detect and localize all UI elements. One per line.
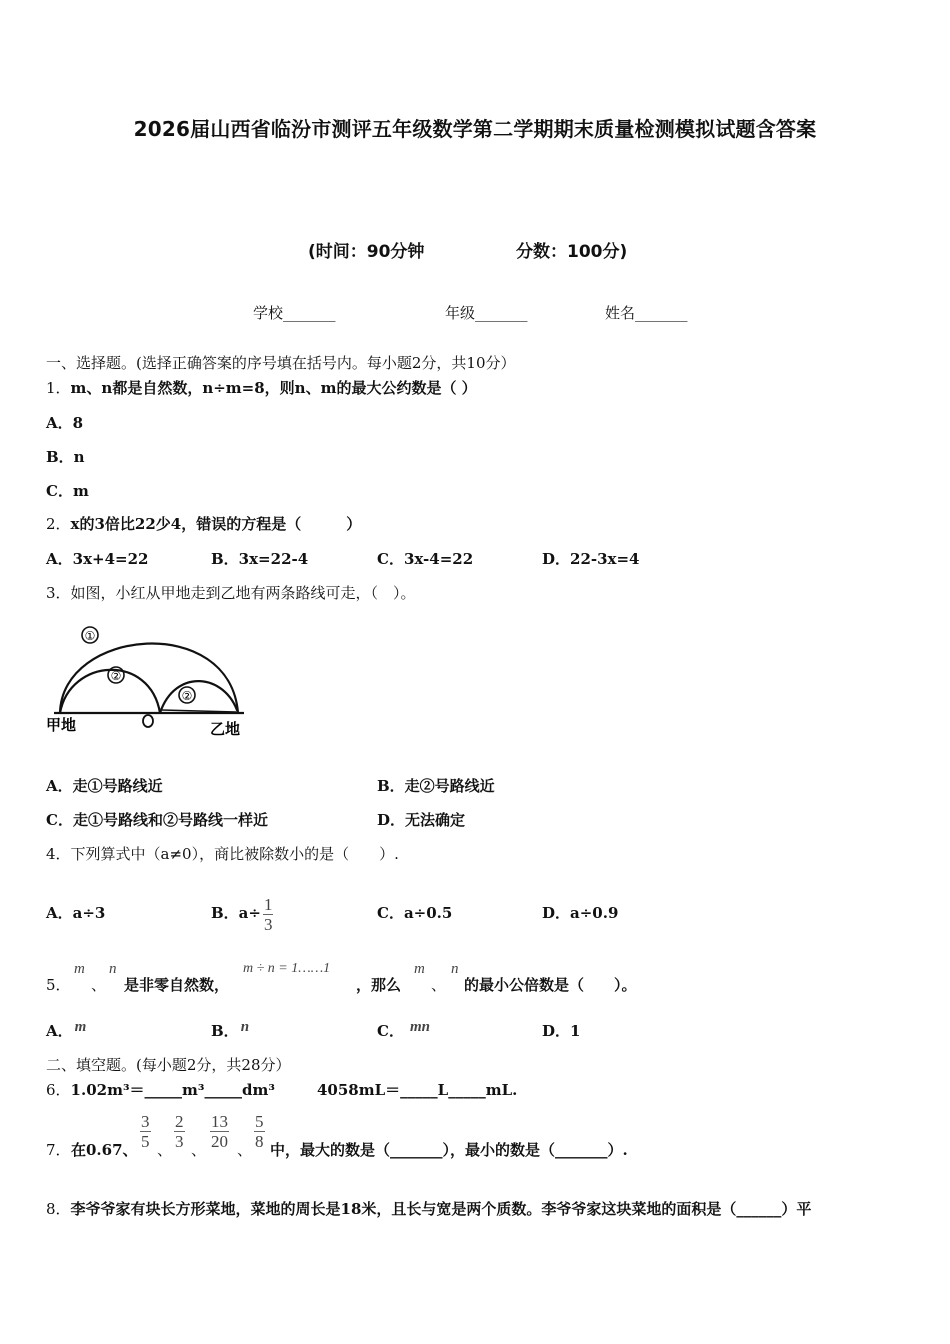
- question-6: [46, 1079, 275, 1100]
- question-text: 下列算式中（a≠0），商比被除数小的是（ ）.: [70, 845, 399, 863]
- fraction-denominator: 3: [263, 914, 273, 934]
- q5-option-a: A． m: [46, 1019, 87, 1040]
- q5-option-c: C． mn: [377, 1019, 430, 1040]
- question-number: 8．: [46, 1200, 71, 1218]
- q3-option-d: D．无法确定: [377, 811, 466, 829]
- route-2-right-arc: [160, 681, 238, 713]
- question-number: 5．: [46, 976, 71, 994]
- q4-option-d: D．a÷0.9: [542, 904, 619, 922]
- q5-option-b: B． n: [211, 1019, 250, 1040]
- q6-part-1: 1.02m³＝_____m³_____dm³: [70, 1081, 275, 1099]
- question-2: [46, 513, 361, 534]
- q5-option-d: D．1: [542, 1022, 581, 1040]
- q4-option-c: C．a÷0.5: [377, 904, 453, 922]
- school-field: 学校_______: [253, 304, 336, 322]
- question-number: 7．: [46, 1141, 71, 1159]
- q1-option-c: C．m: [46, 482, 89, 500]
- q2-option-c: C．3x-4=22: [377, 550, 474, 568]
- q5-expression: m ÷ n = 1……1: [243, 961, 331, 976]
- center-point-o: [143, 715, 153, 727]
- fraction-numerator: 1: [263, 894, 273, 914]
- question-number: 1．: [46, 379, 71, 397]
- question-number: 6．: [46, 1081, 71, 1099]
- end-point-label: 乙地: [210, 720, 241, 738]
- grade-field: 年级_______: [445, 304, 528, 322]
- route-2-small-label: ②: [181, 689, 193, 703]
- question-text: 李爷爷家有块长方形菜地，菜地的周长是18米，且长与宽是两个质数。李爷爷家这块菜地的面积是（______）平: [70, 1200, 812, 1218]
- page-title: 2026届山西省临汾市测评五年级数学第二学期期末质量检测模拟试题含答案: [133, 117, 817, 141]
- question-3: [46, 582, 416, 603]
- name-field: 姓名_______: [605, 304, 688, 322]
- q4-option-a: A．a÷3: [46, 904, 106, 922]
- route-1-arc: [60, 644, 238, 713]
- exam-time: (时间：90分钟: [308, 242, 425, 262]
- q1-option-b: B．n: [46, 448, 85, 466]
- route-2-label: ②: [110, 669, 122, 683]
- q4-option-b: B．a÷ $\frac{1}{3}$: [211, 894, 273, 934]
- q3-option-a: A．走①号路线近: [46, 777, 163, 795]
- q3-option-c: C．走①号路线和②号路线一样近: [46, 811, 268, 829]
- route-1-label: ①: [84, 629, 96, 643]
- section2-heading: 二、填空题。(每小题2分，共28分）: [46, 1056, 291, 1074]
- section1-heading: 一、选择题。(选择正确答案的序号填在括号内。每小题2分，共10分）: [46, 354, 516, 372]
- q3-option-b: B．走②号路线近: [377, 777, 495, 795]
- route-figure: [40, 618, 260, 748]
- question-text: x的3倍比22少4，错误的方程是（ ）: [70, 515, 362, 533]
- question-number: 3．: [46, 584, 71, 602]
- q2-option-d: D．22-3x=4: [542, 550, 640, 568]
- question-4: [46, 843, 399, 864]
- question-8: [46, 1198, 811, 1219]
- q6-part-2: 4058mL＝_____L_____mL.: [317, 1081, 518, 1099]
- q2-option-a: A．3x+4=22: [46, 550, 149, 568]
- question-number: 2．: [46, 515, 71, 533]
- start-point-label: 甲地: [46, 716, 77, 734]
- question-text: m、n都是自然数，n÷m=8，则n、m的最大公约数是（ ）: [70, 379, 477, 397]
- question-1: [46, 377, 477, 398]
- question-number: 4．: [46, 845, 71, 863]
- q2-option-b: B．3x=22-4: [211, 550, 309, 568]
- question-text: 如图，小红从甲地走到乙地有两条路线可走，（ ）。: [70, 584, 416, 602]
- exam-score: 分数：100分): [516, 242, 628, 262]
- q1-option-a: A．8: [46, 414, 84, 432]
